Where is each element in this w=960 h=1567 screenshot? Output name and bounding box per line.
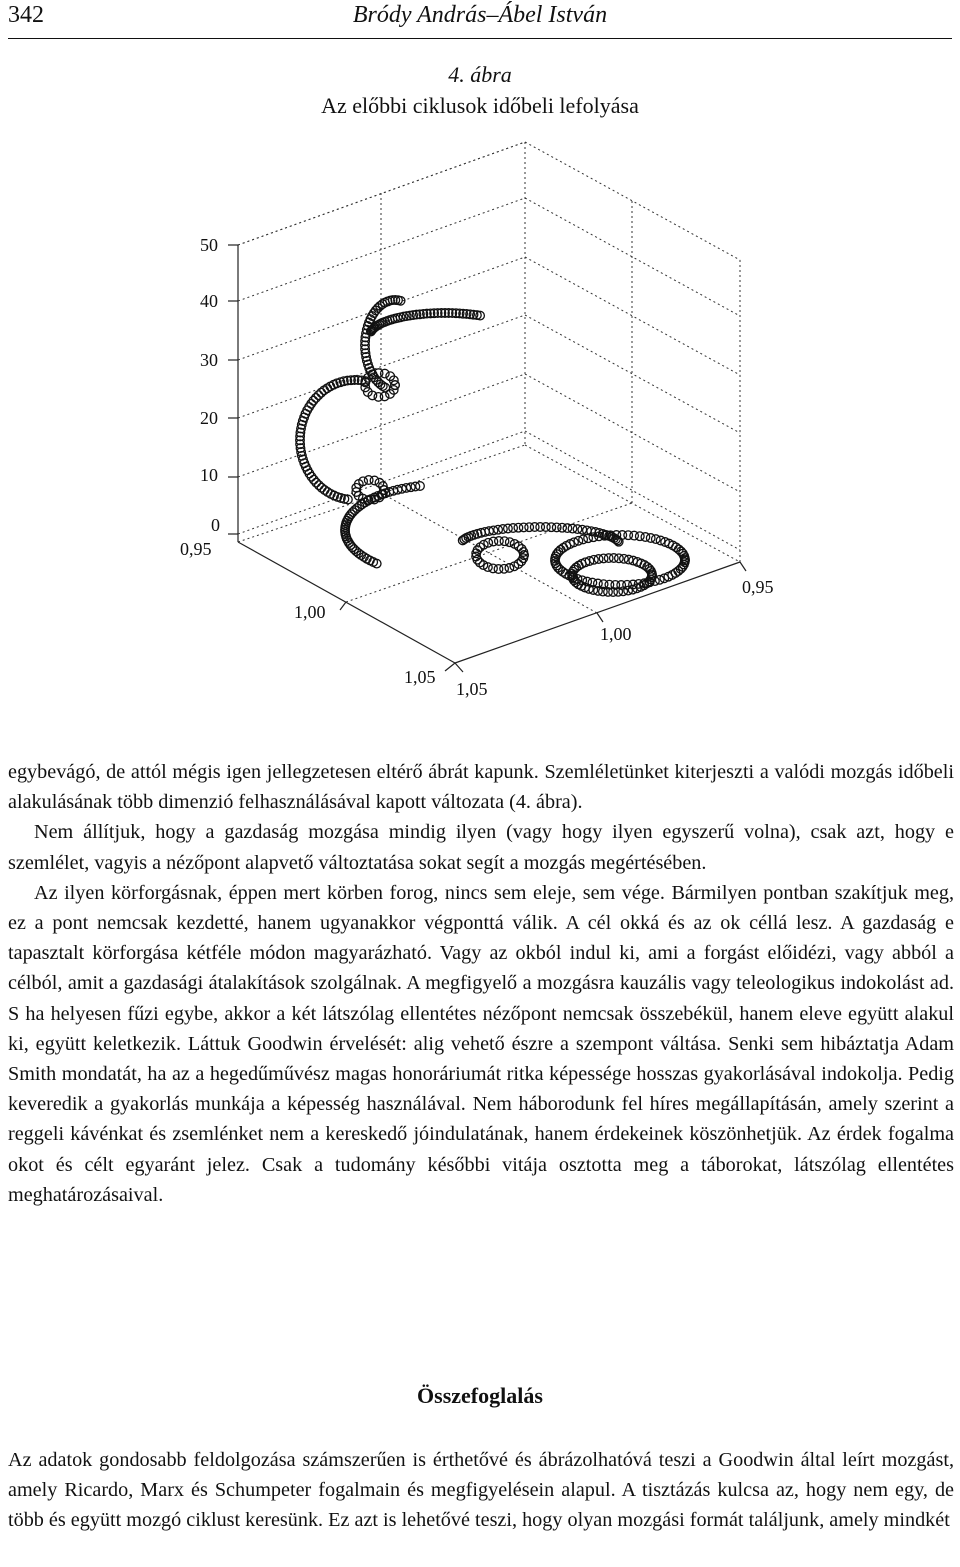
z-tick-label: 0	[211, 515, 220, 535]
figure-title: Az előbbi ciklusok időbeli lefolyása	[321, 93, 639, 118]
x-axis-line	[238, 542, 455, 663]
z-tick-label: 10	[200, 465, 218, 485]
data-point-marker	[506, 538, 515, 547]
section-body	[8, 1445, 954, 1536]
y-tick-label: 1,00	[600, 624, 632, 644]
y-tick-label: 1,05	[456, 679, 488, 699]
page-header	[8, 0, 952, 39]
body-text	[8, 757, 954, 1210]
y-axis-line	[455, 562, 740, 663]
data-point-marker	[381, 369, 390, 378]
x-tick-label: 0,95	[180, 539, 212, 559]
figure-3d-plot	[0, 120, 960, 710]
x-tick-label: 1,05	[404, 667, 436, 687]
z-tick-label: 40	[200, 291, 218, 311]
z-tick-label: 30	[200, 350, 218, 370]
plot-frame	[238, 245, 740, 663]
data-point-marker	[370, 476, 379, 485]
page-number: 342	[8, 2, 44, 28]
x-tick-label: 1,00	[294, 602, 326, 622]
section-heading: Összefoglalás	[417, 1383, 543, 1408]
y-tick-label: 0,95	[742, 577, 774, 597]
paragraph: Az ilyen körforgásnak, éppen mert körben forog, nincs sem eleje, sem vége. Bármilyen pontban szakítjuk meg, ez a pont nemcsak kezdetté, hanem ugyanakkor végponttá válik. A cél okká és az ok céllá lesz. A gazdaság e tapasztalt körforgása kétféle módon magyarázható. Vagy az okból indul ki, ami a forgást előidézi, vagy abból a célból, amit a gazdasági átalakítások szolgálnak. A megfigyelő a mozgásra kauzális vagy teleologikus indokolást ad. S ha helyesen fűzi egybe, akkor a két látszólag ellentétes nézőpont nemcsak összebékül, hanem eleve együtt alakul ki, együtt keletkezik. Láttuk Goodwin érvelését: alig vehető észre a szempont váltása. Senki sem hibáztatja Adam Smith mondatát, ha az a hegedűművész magas honoráriumát ritka képessége hosszas gyakorlásával indokolja. Pedig keveredik a gyakorlás munkája a képesség használával. Nem háborodunk fel híres megállapításán, amely szerint a reggeli kávénkat és zsemlénket nem a kereskedő jóindulatának, hanem érdekeinek köszönhetjük. Az érdek fogalma okot és célt egyaránt jelez. Csak a tudomány későbbi vitája osztotta meg a táborokat, látszólag ellentétes meghatározásaival.	[8, 881, 954, 1206]
paragraph: egybevágó, de attól mégis igen jellegzetesen eltérő ábrát kapunk. Szemléletünket kiterjeszti a valódi mozgás időbeli alakulásának több dimenzió felhasználásával kapott változata (4. ábra).	[8, 761, 954, 814]
figure-label: 4. ábra	[448, 62, 512, 87]
paragraph: Az adatok gondosabb feldolgozása számszerűen is érthetővé és ábrázolhatóvá teszi a Goodwin által leírt mozgást, amely Ricardo, Marx és Schumpeter fogalmain és megfigyelésein alapul. A tisztázás kulcsa az, hogy nem egy, de több és együtt mozgó ciklust keresünk. Ez azt is lehetővé teszi, hogy olyan mozgási formát találjunk, amely mindkét	[8, 1449, 954, 1532]
running-title: Bródy András–Ábel István	[352, 2, 608, 28]
paragraph: Nem állítjuk, hogy a gazdaság mozgása mindig ilyen (vagy hogy ilyen egyszerű volna), csak azt, hogy e szemlélet, vagyis a nézőpont alapvető változtatása sokat segít a mozgás megértésében.	[8, 821, 954, 874]
data-point-marker	[374, 393, 383, 402]
z-tick-label: 50	[200, 235, 218, 255]
z-tick-label: 20	[200, 408, 218, 428]
tick-labels	[180, 235, 774, 699]
